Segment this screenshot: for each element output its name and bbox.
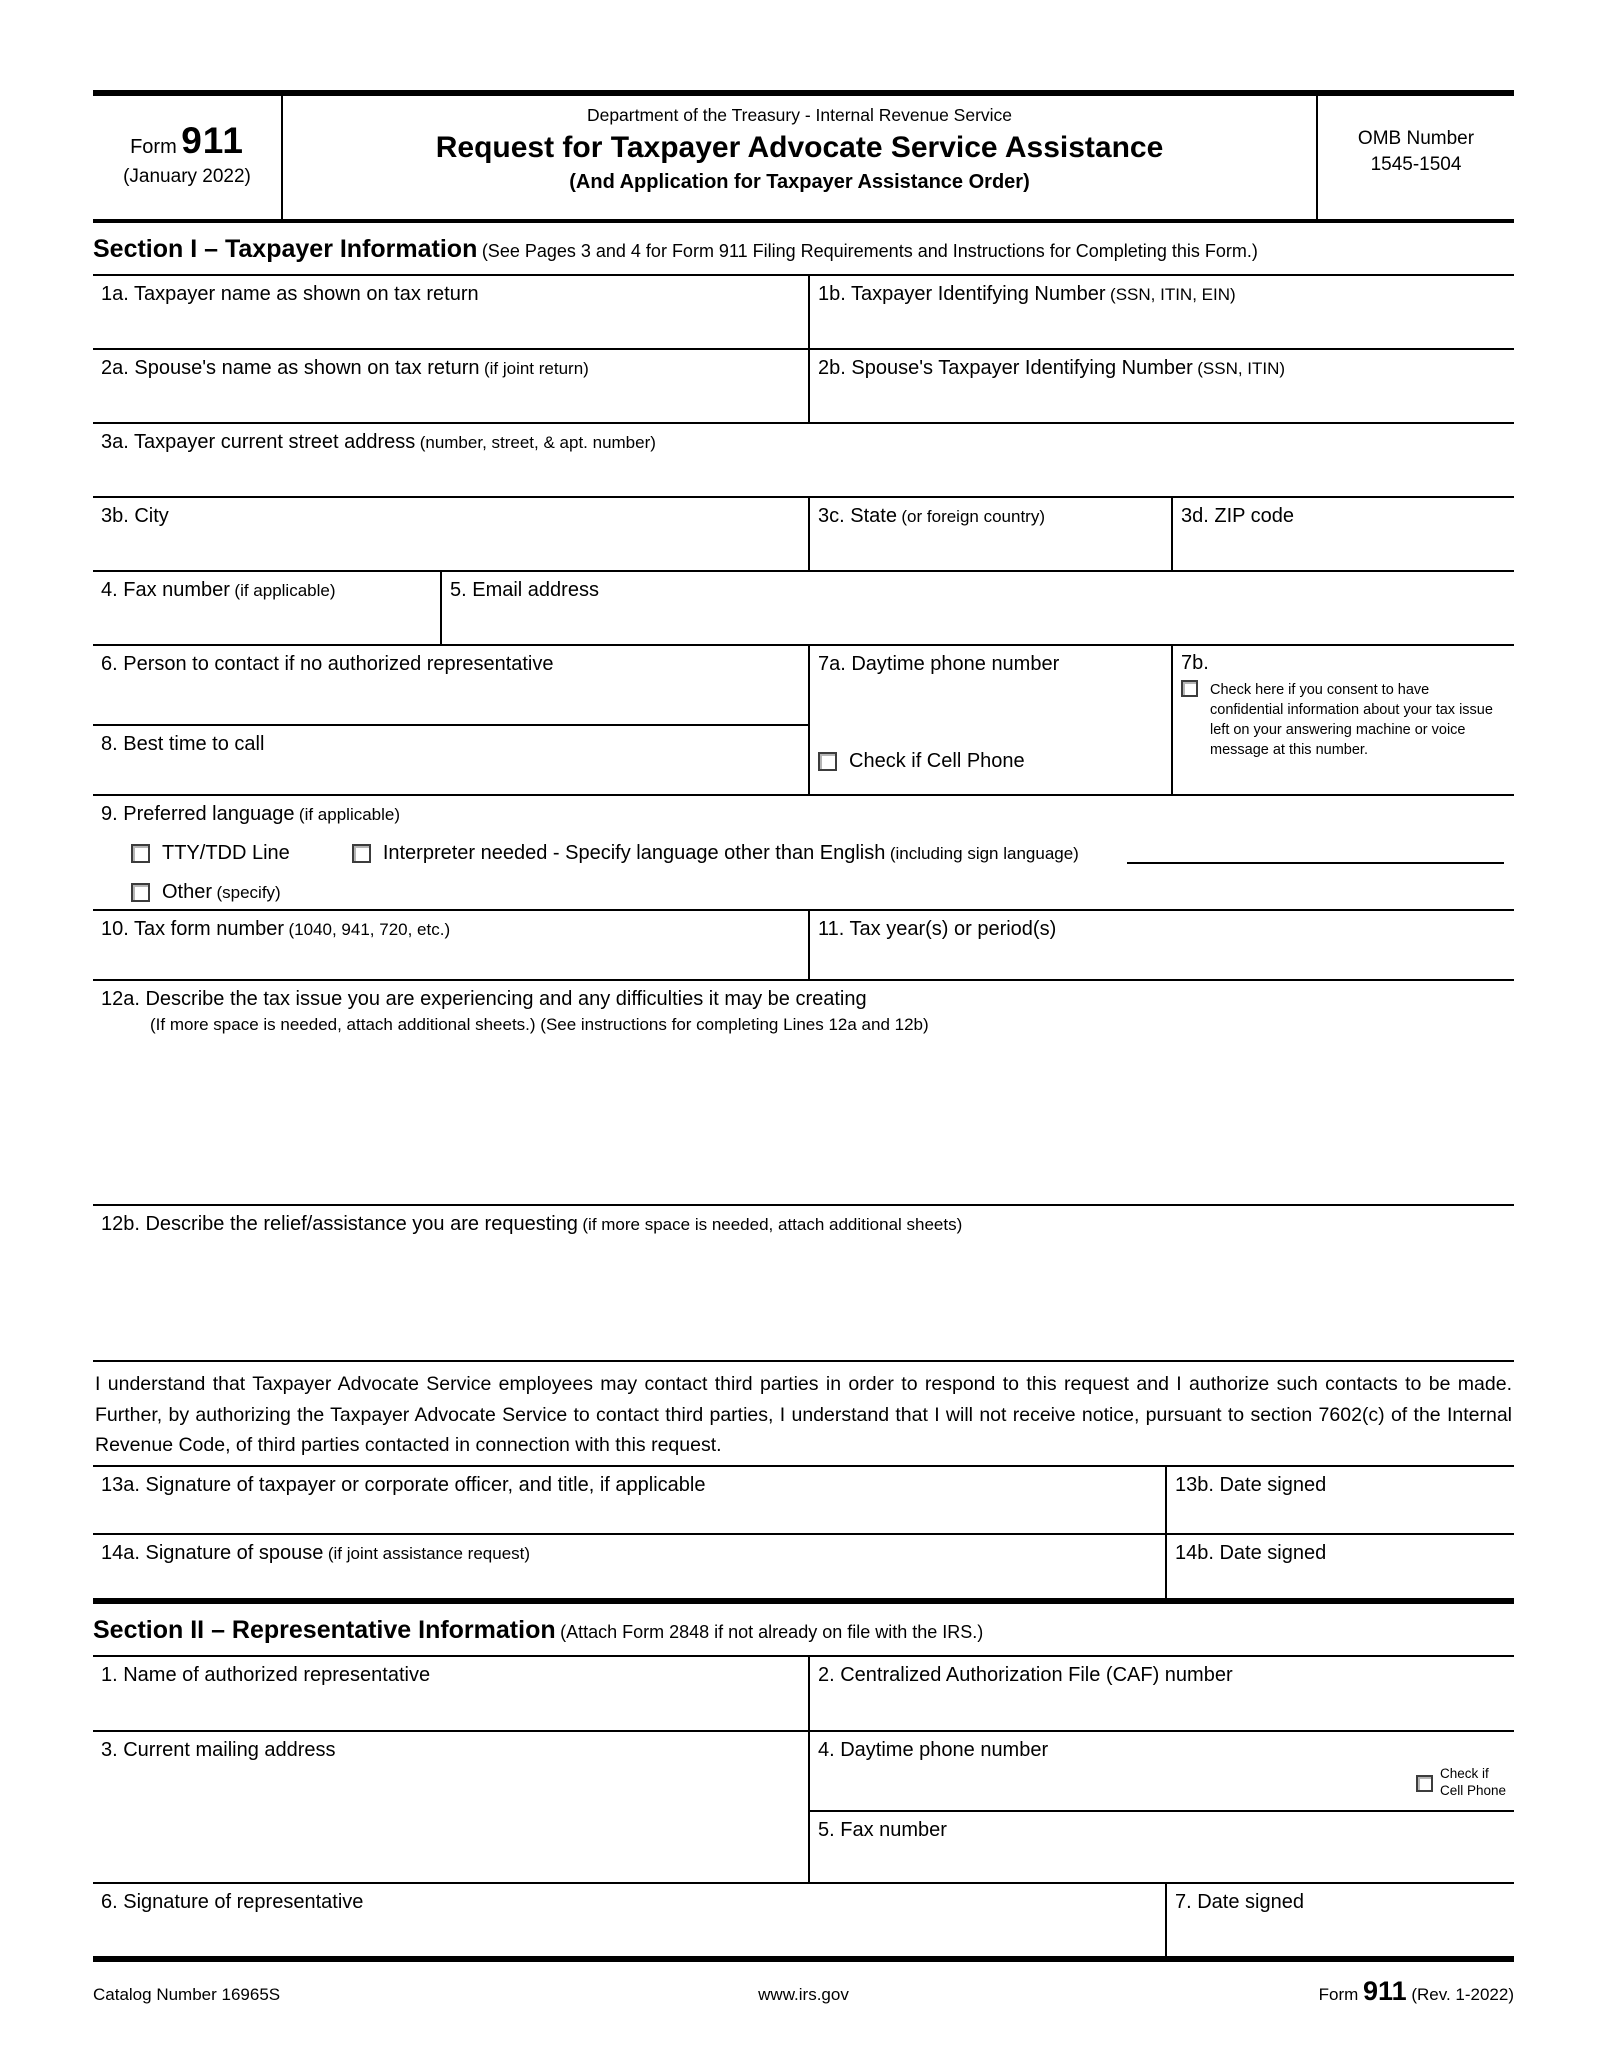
street-address-field[interactable] xyxy=(93,424,1514,496)
tax-issue-description-field[interactable] xyxy=(93,981,1514,1204)
department-line: Department of the Treasury - Internal Revenue Service xyxy=(586,105,1013,125)
field-1b-label: 1b. Taxpayer Identifying Number xyxy=(818,283,1106,305)
form-word: Form xyxy=(130,136,177,158)
section1-title: Section I – Taxpayer Information xyxy=(93,235,478,263)
row-9 xyxy=(93,796,1514,911)
form-911-page xyxy=(93,90,1514,2007)
field-7b-label: 7b. xyxy=(1181,652,1209,674)
field-14b-label: 14b. Date signed xyxy=(1175,1542,1327,1564)
row-12a xyxy=(93,981,1514,1206)
caf-number-field[interactable] xyxy=(808,1657,1514,1730)
section2-title-note: (Attach Form 2848 if not already on file with the IRS.) xyxy=(560,1622,984,1642)
row-s2-12 xyxy=(93,1657,1514,1732)
consent-text: Check here if you consent to have confidential information about your tax issue left on your answering machine or voice message at this number. xyxy=(1210,682,1493,758)
row-45 xyxy=(93,572,1514,646)
rep-cell-phone-check-label: Check if Cell Phone xyxy=(1439,1766,1506,1799)
relief-description-field[interactable] xyxy=(93,1206,1514,1360)
omb-number: 1545-1504 xyxy=(1370,153,1462,175)
other-language-note: (specify) xyxy=(216,882,281,902)
row-2 xyxy=(93,350,1514,424)
rep-mailing-address-field[interactable] xyxy=(93,1732,808,1882)
row-14 xyxy=(93,1535,1514,1598)
footer-form-id xyxy=(1040,1976,1514,2007)
row-13 xyxy=(93,1467,1514,1535)
other-language-label: Other xyxy=(162,881,213,903)
field-3b-label: 3b. City xyxy=(101,505,169,527)
field-4-note: (if applicable) xyxy=(234,581,336,600)
field-12b-note: (if more space is needed, attach additional sheets) xyxy=(582,1215,963,1234)
footer-revision: (Rev. 1-2022) xyxy=(1411,1985,1515,2004)
field-12a-label: 12a. Describe the tax issue you are experiencing and any difficulties it may be creating xyxy=(101,988,867,1010)
omb-label: OMB Number xyxy=(1357,128,1475,149)
row-1011 xyxy=(93,911,1514,981)
form-number: 911 xyxy=(181,120,244,161)
section1-heading xyxy=(93,223,1514,276)
language-options-line2 xyxy=(131,880,1506,905)
row-3bcd xyxy=(93,498,1514,572)
form-header xyxy=(93,90,1514,223)
field-3c-label: 3c. State xyxy=(818,505,897,527)
form-number-box xyxy=(93,96,283,219)
field-10-label: 10. Tax form number xyxy=(101,918,285,940)
rep-cell-phone-check-row xyxy=(1416,1766,1506,1800)
rep-fax-field[interactable] xyxy=(810,1812,1514,1882)
form-title-box xyxy=(283,96,1318,219)
field-s2-4-label: 4. Daytime phone number xyxy=(818,1739,1049,1761)
field-14a-label: 14a. Signature of spouse xyxy=(101,1542,324,1564)
bottom-rule xyxy=(93,1956,1514,1962)
field-13b-label: 13b. Date signed xyxy=(1175,1474,1327,1496)
state-field[interactable] xyxy=(808,498,1171,570)
representative-name-field[interactable] xyxy=(93,1657,808,1730)
taxpayer-date-signed-field[interactable] xyxy=(1165,1467,1514,1533)
tax-form-number-field[interactable] xyxy=(93,911,808,979)
row-678-left xyxy=(93,646,808,794)
fax-field[interactable] xyxy=(93,572,440,644)
spouse-tin-field[interactable] xyxy=(808,350,1514,422)
row-3a xyxy=(93,424,1514,498)
tax-years-field[interactable] xyxy=(808,911,1514,979)
tty-option xyxy=(131,841,290,866)
zip-field[interactable] xyxy=(1171,498,1514,570)
city-field[interactable] xyxy=(93,498,808,570)
field-2b-note: (SSN, ITIN) xyxy=(1197,359,1286,378)
daytime-phone-field[interactable] xyxy=(808,646,1171,794)
field-7b-cell xyxy=(1171,646,1514,794)
catalog-number: Catalog Number 16965S xyxy=(93,1985,281,2004)
field-4-label: 4. Fax number xyxy=(101,579,230,601)
field-2a-label: 2a. Spouse's name as shown on tax return xyxy=(101,357,480,379)
field-s2-6-label: 6. Signature of representative xyxy=(101,1891,364,1913)
spouse-signature-field[interactable] xyxy=(93,1535,1165,1598)
rep-date-signed-field[interactable] xyxy=(1165,1884,1514,1956)
field-3d-label: 3d. ZIP code xyxy=(1181,505,1295,527)
field-8-label: 8. Best time to call xyxy=(101,733,265,755)
best-time-field[interactable] xyxy=(93,726,808,794)
field-s2-7-label: 7. Date signed xyxy=(1175,1891,1304,1913)
cell-phone-check-row xyxy=(818,749,1163,774)
section2-title: Section II – Representative Information xyxy=(93,1616,556,1644)
footer-form-word: Form xyxy=(1318,1985,1359,2004)
rep-cell-phone-checkbox[interactable] xyxy=(1416,1775,1433,1792)
other-language-checkbox[interactable] xyxy=(131,883,150,902)
field-s2-2-label: 2. Centralized Authorization File (CAF) number xyxy=(818,1664,1233,1686)
field-5-label: 5. Email address xyxy=(450,579,599,601)
section2-heading xyxy=(93,1598,1514,1657)
cell-phone-checkbox[interactable] xyxy=(818,752,837,771)
field-9-note: (if applicable) xyxy=(298,805,401,824)
section1-title-note: (See Pages 3 and 4 for Form 911 Filing Requirements and Instructions for Completing this Form.) xyxy=(481,241,1258,261)
interpreter-needed-checkbox[interactable] xyxy=(352,844,371,863)
language-options-line1 xyxy=(131,841,1506,866)
form-title: Request for Taxpayer Advocate Service Assistance xyxy=(435,131,1164,164)
rep-signature-field[interactable] xyxy=(93,1884,1165,1956)
form-subtitle: (And Application for Taxpayer Assistance Order) xyxy=(569,171,1030,193)
row-s2-67 xyxy=(93,1884,1514,1956)
field-s2-5-label: 5. Fax number xyxy=(818,1819,947,1841)
field-3a-note: (number, street, & apt. number) xyxy=(419,433,656,452)
form-revision: (January 2022) xyxy=(123,166,251,187)
field-9-label: 9. Preferred language xyxy=(101,803,295,825)
field-14a-note: (if joint assistance request) xyxy=(327,1544,531,1563)
taxpayer-signature-field[interactable] xyxy=(93,1467,1165,1533)
row-12b xyxy=(93,1206,1514,1362)
omb-box xyxy=(1318,96,1514,219)
field-6-label: 6. Person to contact if no authorized representative xyxy=(101,653,554,675)
page-footer xyxy=(93,1976,1514,2007)
row-678 xyxy=(93,646,1514,796)
rep-daytime-phone-field[interactable] xyxy=(810,1732,1514,1812)
field-12b-label: 12b. Describe the relief/assistance you are requesting xyxy=(101,1213,578,1235)
tty-tdd-label: TTY/TDD Line xyxy=(162,842,290,864)
irs-website: www.irs.gov xyxy=(758,1985,849,2004)
field-2a-note: (if joint return) xyxy=(483,359,589,378)
consent-check-row xyxy=(1181,680,1506,760)
field-3c-note: (or foreign country) xyxy=(901,507,1046,526)
specify-language-input[interactable] xyxy=(1127,844,1504,864)
interpreter-note: (including sign language) xyxy=(889,843,1079,863)
field-10-note: (1040, 941, 720, etc.) xyxy=(288,920,451,939)
field-12a-note: (If more space is needed, attach additional sheets.) (See instructions for completing Lines 12a and 12b) xyxy=(150,1015,929,1034)
field-s2-1-label: 1. Name of authorized representative xyxy=(101,1664,431,1686)
row-s2-right xyxy=(808,1732,1514,1882)
answering-machine-consent-checkbox[interactable] xyxy=(1181,680,1198,697)
contact-person-field[interactable] xyxy=(93,646,808,726)
third-party-notice-text: I understand that Taxpayer Advocate Service employees may contact third parties in order to respond to this request and I authorize such contacts to be made. Further, by authorizing the Taxpayer Advocate Service to contact third parties, I understand that I will not receive notice, pursuant to section 7602(c) of the Internal Revenue Code, of third parties contacted in connection with this request. xyxy=(95,1373,1512,1457)
row-1 xyxy=(93,276,1514,350)
row-s2-345 xyxy=(93,1732,1514,1884)
taxpayer-tin-field[interactable] xyxy=(808,276,1514,348)
field-7a-label: 7a. Daytime phone number xyxy=(818,653,1060,675)
footer-form-number: 911 xyxy=(1363,1976,1407,2006)
tty-tdd-checkbox[interactable] xyxy=(131,844,150,863)
field-11-label: 11. Tax year(s) or period(s) xyxy=(818,918,1057,940)
spouse-date-signed-field[interactable] xyxy=(1165,1535,1514,1598)
field-3a-label: 3a. Taxpayer current street address xyxy=(101,431,416,453)
third-party-notice xyxy=(93,1362,1514,1467)
interpreter-label: Interpreter needed - Specify language other than English xyxy=(382,842,886,864)
taxpayer-name-field[interactable] xyxy=(93,276,808,348)
field-1b-note: (SSN, ITIN, EIN) xyxy=(1110,285,1236,304)
field-13a-label: 13a. Signature of taxpayer or corporate officer, and title, if applicable xyxy=(101,1474,706,1496)
cell-phone-check-label: Check if Cell Phone xyxy=(849,750,1025,772)
field-2b-label: 2b. Spouse's Taxpayer Identifying Number xyxy=(818,357,1193,379)
field-1a-label: 1a. Taxpayer name as shown on tax return xyxy=(101,283,479,305)
field-s2-3-label: 3. Current mailing address xyxy=(101,1739,336,1761)
spouse-name-field[interactable] xyxy=(93,350,808,422)
email-field[interactable] xyxy=(440,572,1514,644)
